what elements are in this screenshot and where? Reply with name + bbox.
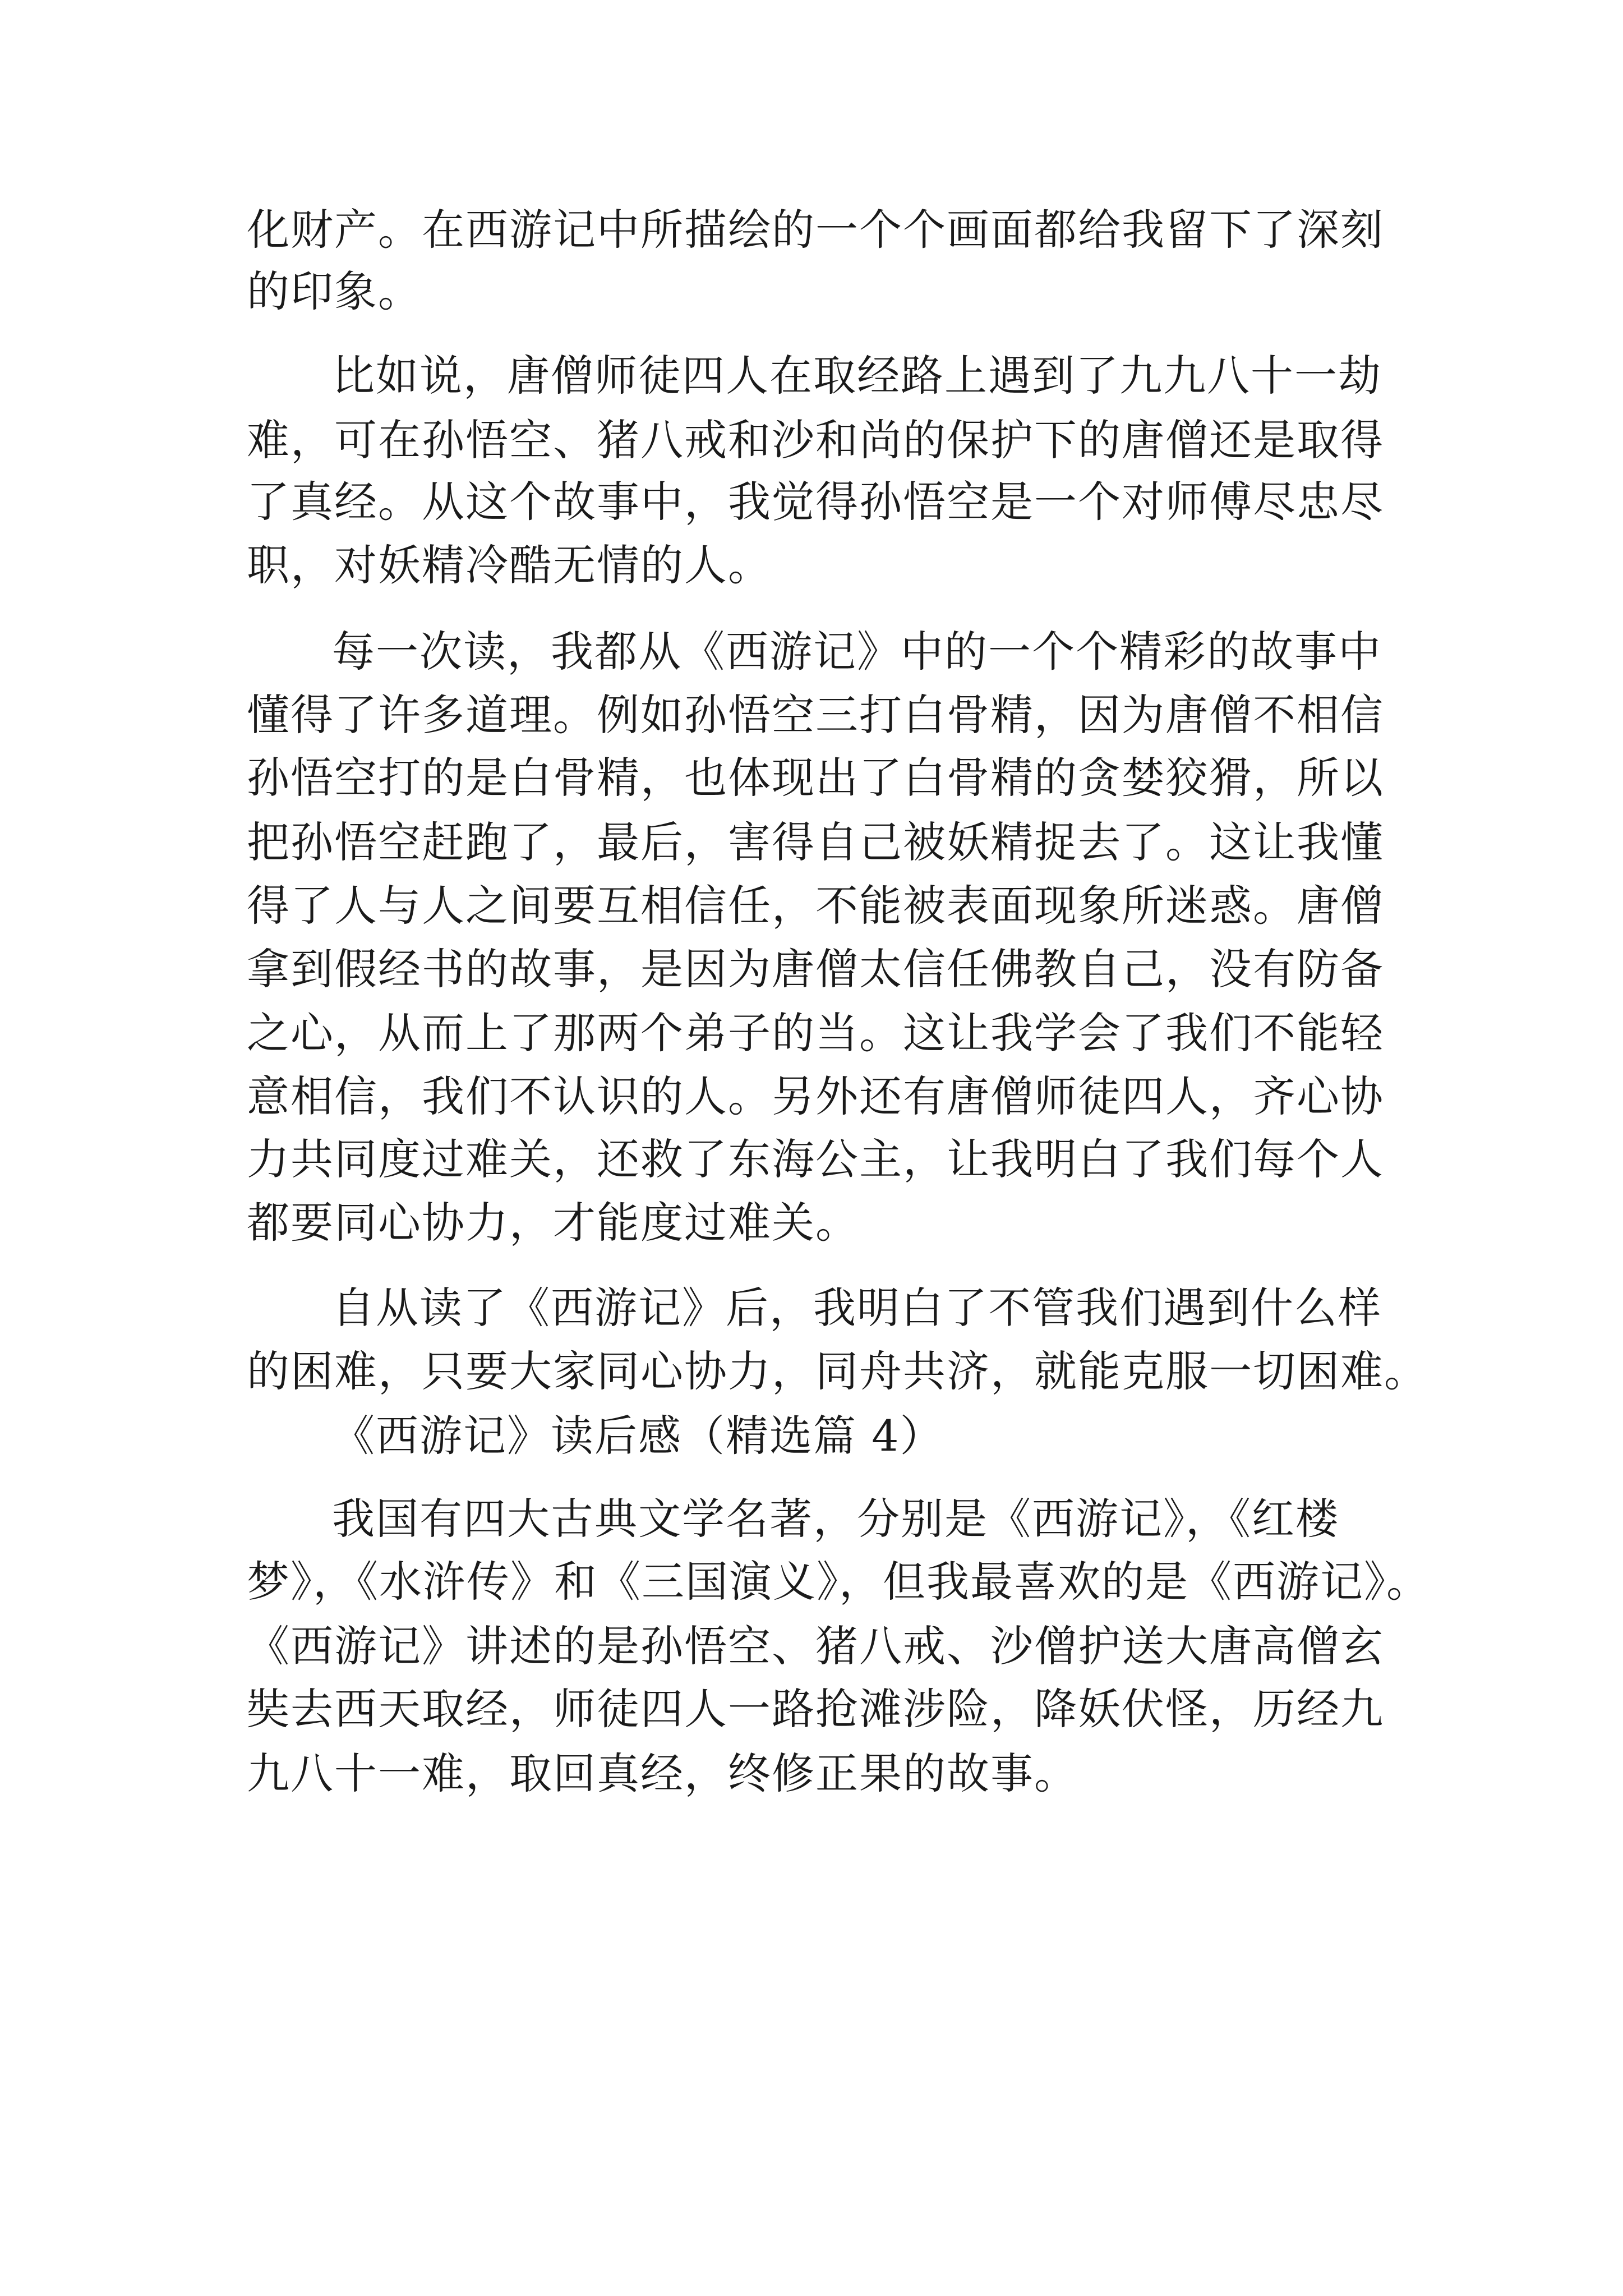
section-heading: 《西游记》读后感（精选篇 4） <box>332 1411 944 1461</box>
text-line: 梦》，《水浒传》和《三国演义》，但我最喜欢的是《西游记》。 <box>247 1557 1430 1607</box>
text-line: 拿到假经书的故事，是因为唐僧太信任佛教自己，没有防备 <box>247 944 1384 994</box>
text-line: 九八十一难，取回真经，终修正果的故事。 <box>247 1749 1078 1798</box>
paragraph-start: 我国有四大古典文学名著，分别是《西游记》，《红楼 <box>332 1494 1339 1544</box>
text-line: 了真经。从这个故事中，我觉得孙悟空是一个对师傅尽忠尽 <box>247 477 1384 527</box>
text-line: 懂得了许多道理。例如孙悟空三打白骨精，因为唐僧不相信 <box>247 690 1384 740</box>
text-line: 得了人与人之间要互相信任，不能被表面现象所迷惑。唐僧 <box>247 881 1384 931</box>
text-line: 孙悟空打的是白骨精，也体现出了白骨精的贪婪狡猾，所以 <box>247 753 1384 803</box>
text-line: 职，对妖精冷酷无情的人。 <box>247 540 772 590</box>
text-line: 的印象。 <box>247 266 422 316</box>
paragraph-start: 每一次读，我都从《西游记》中的一个个精彩的故事中 <box>332 627 1382 677</box>
paragraph-start: 比如说，唐僧师徒四人在取经路上遇到了九九八十一劫 <box>332 351 1382 401</box>
text-line: 意相信，我们不认识的人。另外还有唐僧师徒四人，齐心协 <box>247 1071 1384 1121</box>
text-line: 的困难，只要大家同心协力，同舟共济，就能克服一切困难。 <box>247 1346 1428 1396</box>
text-line: 力共同度过难关，还救了东海公主，让我明白了我们每个人 <box>247 1134 1384 1184</box>
text-line: 奘去西天取经，师徒四人一路抢滩涉险，降妖伏怪，历经九 <box>247 1684 1384 1734</box>
text-line: 难，可在孙悟空、猪八戒和沙和尚的保护下的唐僧还是取得 <box>247 415 1384 465</box>
paragraph-start: 自从读了《西游记》后，我明白了不管我们遇到什么样 <box>332 1283 1382 1333</box>
text-line: 之心，从而上了那两个弟子的当。这让我学会了我们不能轻 <box>247 1008 1384 1058</box>
text-line: 化财产。在西游记中所描绘的一个个画面都给我留下了深刻 <box>247 205 1384 255</box>
text-line: 《西游记》讲述的是孙悟空、猪八戒、沙僧护送大唐高僧玄 <box>247 1621 1384 1671</box>
text-line: 把孙悟空赶跑了，最后，害得自己被妖精捉去了。这让我懂 <box>247 817 1384 867</box>
text-line: 都要同心协力，才能度过难关。 <box>247 1198 859 1248</box>
